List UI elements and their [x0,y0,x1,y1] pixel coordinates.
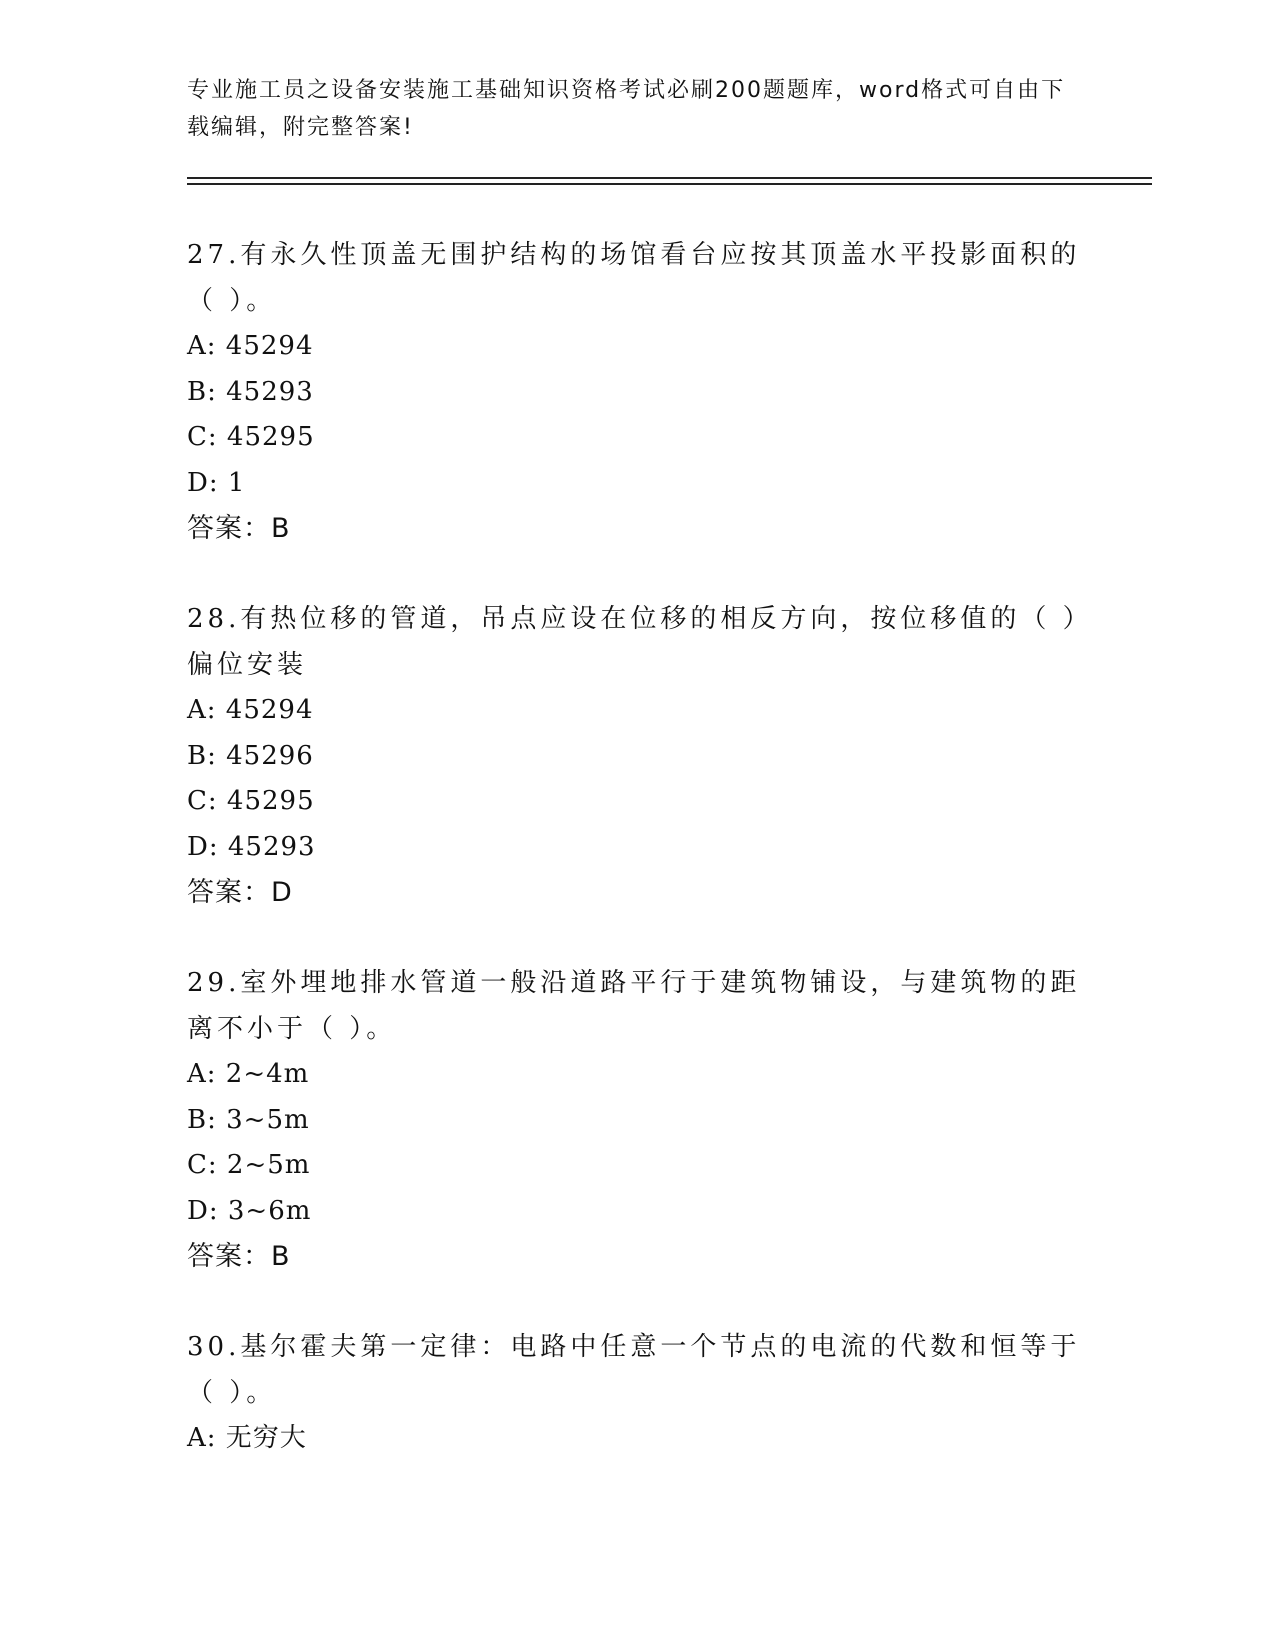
option-b: B: 45296 [187,740,314,771]
option-c: C: 45295 [187,422,315,452]
option-a: A: 无穷大 [187,1423,307,1453]
header-divider-top [187,177,1152,179]
option-b: B: 45293 [187,376,314,407]
answer-line: 答案：B [187,1241,291,1272]
question-27 [187,232,1087,552]
option-d: D: 3~6m [187,1195,312,1226]
option-a: A: 45294 [187,695,314,725]
option-d: D: 1 [187,467,246,498]
question-28 [187,596,1087,916]
option-a: A: 45294 [187,331,314,361]
question-30 [187,1324,1087,1462]
option-c: C: 45295 [187,786,315,816]
question-29 [187,960,1087,1280]
option-d: D: 45293 [187,831,316,862]
header-divider-bottom [187,183,1152,185]
option-b: B: 3~5m [187,1104,310,1135]
document-intro: 专业施工员之设备安装施工基础知识资格考试必刷200题题库，word格式可自由下载编辑，附完整答案! [187,78,1066,140]
option-c: C: 2~5m [187,1150,311,1180]
question-text: 28.有热位移的管道，吊点应设在位移的相反方向，按位移值的（ ）偏位安装 [187,604,1080,680]
answer-line: 答案：D [187,877,293,908]
question-text: 30.基尔霍夫第一定律：电路中任意一个节点的电流的代数和恒等于（ ）。 [187,1332,1081,1408]
option-a: A: 2~4m [187,1059,310,1089]
answer-line: 答案：B [187,513,291,544]
question-text: 27.有永久性顶盖无围护结构的场馆看台应按其顶盖水平投影面积的（ ）。 [187,240,1081,316]
question-text: 29.室外埋地排水管道一般沿道路平行于建筑物铺设，与建筑物的距离不小于（ ）。 [187,968,1081,1044]
